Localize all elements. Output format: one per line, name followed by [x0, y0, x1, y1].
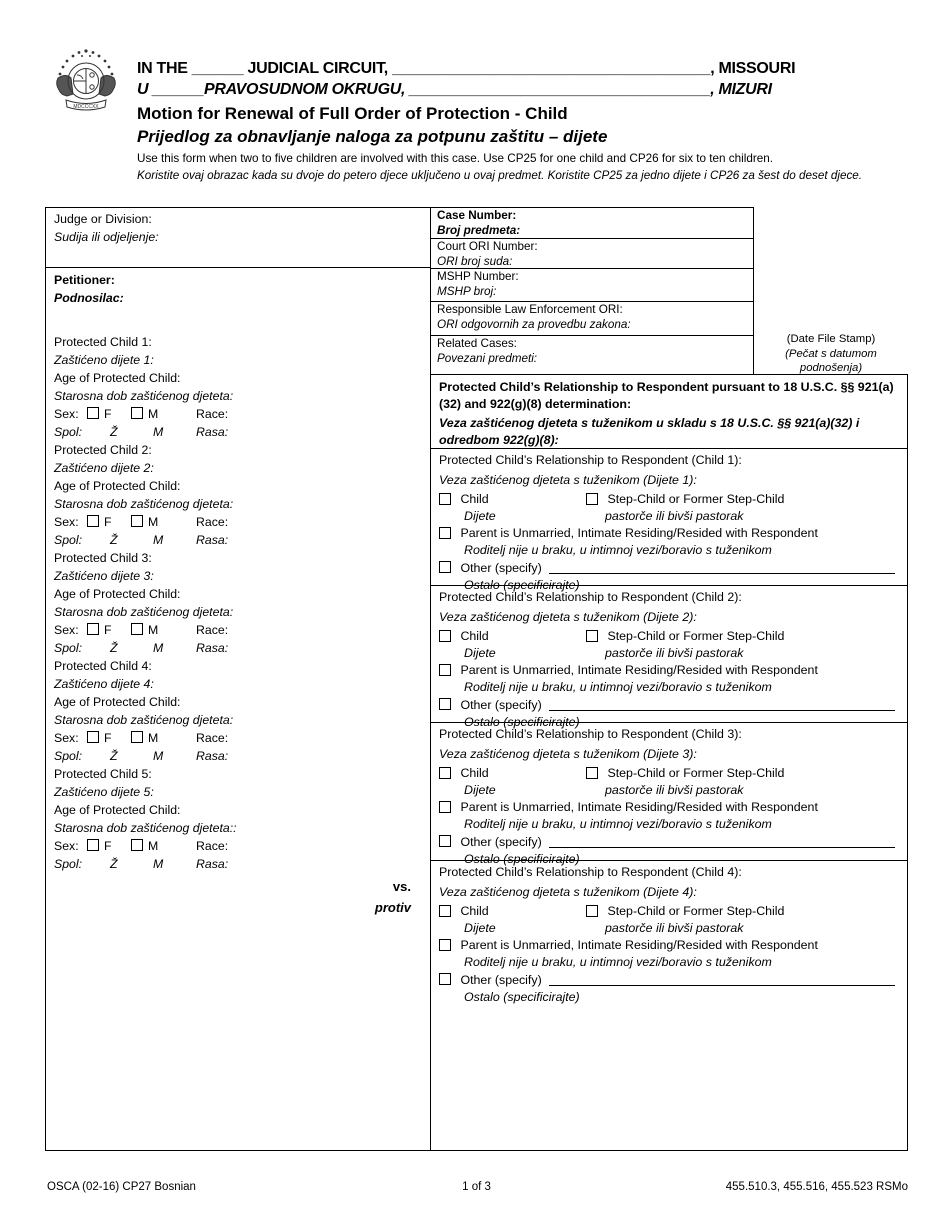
child-age-label-bs: Starosna dob zaštićenog djeteta: [54, 713, 234, 727]
parent-option-checkbox[interactable] [439, 939, 451, 951]
sex-label-en: Sex: [54, 407, 79, 421]
female-label: F [104, 623, 112, 637]
parent-option-checkbox[interactable] [439, 527, 451, 539]
case-info-table [430, 207, 754, 375]
child-3-sex-race-row [54, 621, 422, 639]
petitioner-label-bs: Podnosilac: [54, 291, 124, 305]
sex-female-checkbox[interactable] [87, 407, 99, 419]
case-number-label-bs: Broj predmeta: [437, 223, 521, 237]
stepchild-option-label-bs: pastorče ili bivši pastorak [605, 646, 744, 661]
child-option-checkbox[interactable] [439, 905, 451, 917]
child-option-label-en: Child [460, 492, 489, 507]
race-label-en[interactable]: Race: [196, 407, 229, 421]
relationship-header [431, 375, 907, 449]
protected-child-1-section [54, 333, 422, 441]
child-name-label-en[interactable]: Protected Child 3: [54, 551, 152, 565]
child-option-label-en: Child [460, 629, 489, 644]
rel-title-bs: Veza zaštićenog djeteta s tuženikom (Dijete 3): [439, 747, 697, 762]
stepchild-option-checkbox[interactable] [586, 905, 598, 917]
child-name-label-bs: Zaštićeno dijete 2: [54, 461, 154, 475]
sex-male-checkbox[interactable] [131, 623, 143, 635]
male-label-bs: M [153, 641, 164, 655]
male-label: M [148, 407, 159, 421]
versus-label [301, 876, 411, 918]
child-name-label-en[interactable]: Protected Child 5: [54, 767, 152, 781]
race-label-en[interactable]: Race: [196, 515, 229, 529]
rel-title-en: Protected Child’s Relationship to Respondent (Child 4): [439, 865, 742, 879]
other-option-checkbox[interactable] [439, 561, 451, 573]
parent-option-label-bs: Roditelj nije u braku, u intimnoj vezi/boravio s tuženikom [464, 817, 772, 832]
female-label-bs: Ž [110, 533, 118, 547]
date-file-stamp-area [756, 332, 906, 376]
female-label-bs: Ž [110, 749, 118, 763]
female-label: F [104, 407, 112, 421]
parent-option-label-en: Parent is Unmarried, Intimate Residing/Resided with Respondent [460, 526, 818, 541]
child-option-checkbox[interactable] [439, 767, 451, 779]
sex-label-bs: Spol: [54, 425, 83, 439]
stepchild-option-label-en: Step-Child or Former Step-Child [607, 629, 785, 644]
footer-statute-reference: 455.510.3, 455.516, 455.523 RSMo [725, 1181, 908, 1193]
sex-label-bs: Spol: [54, 749, 83, 763]
child-name-label-en[interactable]: Protected Child 2: [54, 443, 152, 457]
female-label-bs: Ž [110, 857, 118, 871]
race-label-bs: Rasa: [196, 533, 229, 547]
related-cases-label-en: Related Cases: [437, 337, 517, 350]
male-label-bs: M [153, 857, 164, 871]
relationship-determination-box [430, 374, 908, 1151]
child-5-sex-race-row [54, 837, 422, 855]
child-4-sex-race-row [54, 729, 422, 747]
child-age-label-en[interactable]: Age of Protected Child: [54, 479, 181, 493]
form-header [137, 58, 909, 184]
child-option-label-bs: Dijete [464, 921, 496, 936]
parent-option-label-en: Parent is Unmarried, Intimate Residing/Resided with Respondent [460, 800, 818, 815]
parent-option-label-en: Parent is Unmarried, Intimate Residing/Resided with Respondent [460, 938, 818, 953]
child-option-label-en: Child [460, 766, 489, 781]
other-option-checkbox[interactable] [439, 835, 451, 847]
form-title-bs: Prijedlog za obnavljanje naloga za potpunu zaštitu – dijete [137, 127, 608, 146]
sex-label-en: Sex: [54, 515, 79, 529]
child-option-checkbox[interactable] [439, 630, 451, 642]
race-label-bs: Rasa: [196, 749, 229, 763]
race-label-en[interactable]: Race: [196, 839, 229, 853]
parent-option-checkbox[interactable] [439, 801, 451, 813]
other-option-checkbox[interactable] [439, 698, 451, 710]
sex-label-bs: Spol: [54, 533, 83, 547]
child-option-label-bs: Dijete [464, 783, 496, 798]
rel-title-bs: Veza zaštićenog djeteta s tuženikom (Dijete 2): [439, 610, 697, 625]
court-ori-field[interactable] [431, 239, 753, 269]
sex-label-en: Sex: [54, 839, 79, 853]
sex-label-bs: Spol: [54, 857, 83, 871]
stepchild-option-label-bs: pastorče ili bivši pastorak [605, 509, 744, 524]
sex-female-checkbox[interactable] [87, 515, 99, 527]
male-label: M [148, 731, 159, 745]
other-specify-blank[interactable] [549, 834, 895, 848]
other-specify-blank[interactable] [549, 972, 895, 986]
vs-bs: protiv [374, 900, 411, 915]
sex-male-checkbox[interactable] [131, 407, 143, 419]
child-age-label-en[interactable]: Age of Protected Child: [54, 803, 181, 817]
relationship-header-en: Protected Child’s Relationship to Respondent pursuant to 18 U.S.C. §§ 921(a)(32) and 922(g)(8) determination: [439, 380, 894, 411]
race-label-en[interactable]: Race: [196, 623, 229, 637]
missouri-state-seal-icon [52, 44, 120, 114]
child-option-checkbox[interactable] [439, 493, 451, 505]
child-name-label-bs: Zaštićeno dijete 4: [54, 677, 154, 691]
race-label-bs: Rasa: [196, 425, 229, 439]
sex-label-bs: Spol: [54, 641, 83, 655]
rel-title-bs: Veza zaštićenog djeteta s tuženikom (Dijete 4): [439, 885, 697, 900]
race-label-en[interactable]: Race: [196, 731, 229, 745]
footer-form-id: OSCA (02-16) CP27 Bosnian [47, 1181, 196, 1193]
female-label: F [104, 839, 112, 853]
stepchild-option-checkbox[interactable] [586, 630, 598, 642]
form-instructions-en: Use this form when two to five children are involved with this case. Use CP25 for one child and CP26 for six to ten children. [137, 152, 773, 165]
other-specify-blank[interactable] [549, 560, 895, 574]
case-number-label-en: Case Number: [437, 209, 517, 222]
female-label: F [104, 515, 112, 529]
rel-title-bs: Veza zaštićenog djeteta s tuženikom (Dijete 1): [439, 473, 697, 488]
mshp-number-field[interactable] [431, 269, 753, 302]
child-age-label-bs: Starosna dob zaštićenog djeteta:: [54, 821, 237, 835]
parent-option-label-en: Parent is Unmarried, Intimate Residing/Resided with Respondent [460, 663, 818, 678]
other-specify-blank[interactable] [549, 697, 895, 711]
female-label-bs: Ž [110, 641, 118, 655]
parent-option-label-bs: Roditelj nije u braku, u intimnoj vezi/boravio s tuženikom [464, 955, 772, 970]
parties-column [45, 207, 431, 1151]
child-name-label-bs: Zaštićeno dijete 5: [54, 785, 154, 799]
other-option-label-bs: Ostalo (specificirajte) [464, 851, 580, 866]
other-option-label-en: Other (specify) [460, 972, 542, 987]
other-option-label-bs: Ostalo (specificirajte) [464, 577, 580, 592]
sex-male-checkbox[interactable] [131, 731, 143, 743]
stepchild-option-label-en: Step-Child or Former Step-Child [607, 904, 785, 919]
child-name-label-bs: Zaštićeno dijete 3: [54, 569, 154, 583]
date-stamp-line-bs-2: podnošenja) [799, 362, 863, 374]
footer-page-number: 1 of 3 [462, 1181, 491, 1193]
circuit-line-bs: U ______PRAVOSUDNOM OKRUGU, ___________________________________, MIZURI [137, 81, 772, 98]
child-age-label-en[interactable]: Age of Protected Child: [54, 587, 181, 601]
parent-option-checkbox[interactable] [439, 664, 451, 676]
male-label: M [148, 623, 159, 637]
child-age-label-en[interactable]: Age of Protected Child: [54, 371, 181, 385]
rel-title-en: Protected Child’s Relationship to Respondent (Child 1): [439, 453, 742, 467]
other-option-checkbox[interactable] [439, 973, 451, 985]
child-1-sex-race-row-bs [54, 423, 422, 441]
child-age-label-en[interactable]: Age of Protected Child: [54, 695, 181, 709]
sex-male-checkbox[interactable] [131, 515, 143, 527]
male-label-bs: M [153, 425, 164, 439]
form-instructions-bs: Koristite ovaj obrazac kada su dvoje do petero djece uključeno u ovaj predmet. Koristite CP25 za jedno dijete i CP26 za šest do deset djece. [137, 168, 863, 182]
sex-female-checkbox[interactable] [87, 839, 99, 851]
female-label-bs: Ž [110, 425, 118, 439]
related-cases-label-bs: Povezani predmeti: [437, 351, 538, 365]
sex-female-checkbox[interactable] [87, 623, 99, 635]
relationship-header-bs: Veza zaštićenog djeteta s tuženikom u skladu s 18 U.S.C. §§ 921(a)(32) i odredbom 922(g)(8): [439, 416, 860, 447]
child-option-label-en: Child [460, 904, 489, 919]
seal-motto-text: MDCCCXX [73, 104, 99, 110]
child-age-label-bs: Starosna dob zaštićenog djeteta: [54, 497, 234, 511]
circuit-line-en: IN THE ______ JUDICIAL CIRCUIT, _____________________________________, MISSOURI [137, 60, 796, 77]
stepchild-option-label-en: Step-Child or Former Step-Child [607, 492, 785, 507]
race-label-bs: Rasa: [196, 857, 229, 871]
sex-male-checkbox[interactable] [131, 839, 143, 851]
child-age-label-bs: Starosna dob zaštićenog djeteta: [54, 389, 234, 403]
stepchild-option-checkbox[interactable] [586, 767, 598, 779]
other-option-label-en: Other (specify) [460, 560, 542, 575]
child-name-label-en[interactable]: Protected Child 1: [54, 335, 152, 349]
child-name-label-bs: Zaštićeno dijete 1: [54, 353, 154, 367]
sex-label-en: Sex: [54, 623, 79, 637]
stepchild-option-label-bs: pastorče ili bivši pastorak [605, 921, 744, 936]
relationship-block-child-3 [431, 723, 907, 866]
petitioner-field[interactable] [54, 271, 422, 307]
protected-child-2-section [54, 441, 422, 549]
stepchild-option-checkbox[interactable] [586, 493, 598, 505]
date-stamp-line-bs-1: (Pečat s datumom [785, 347, 877, 360]
related-cases-field[interactable] [431, 336, 753, 374]
petitioner-label-en: Petitioner: [54, 273, 115, 287]
child-5-sex-race-row-bs [54, 855, 422, 873]
law-enforcement-ori-field[interactable] [431, 302, 753, 336]
child-1-sex-race-row [54, 405, 422, 423]
female-label: F [104, 731, 112, 745]
male-label: M [148, 839, 159, 853]
parent-option-label-bs: Roditelj nije u braku, u intimnoj vezi/boravio s tuženikom [464, 680, 772, 695]
male-label: M [148, 515, 159, 529]
child-age-label-bs: Starosna dob zaštićenog djeteta: [54, 605, 234, 619]
court-ori-label-en: Court ORI Number: [437, 240, 538, 253]
court-ori-label-bs: ORI broj suda: [437, 254, 513, 268]
relationship-block-child-1 [431, 449, 907, 592]
judge-label-en: Judge or Division: [54, 212, 152, 226]
stepchild-option-label-en: Step-Child or Former Step-Child [607, 766, 785, 781]
case-number-field[interactable] [431, 208, 753, 239]
relationship-block-child-4 [431, 861, 907, 1006]
other-option-label-en: Other (specify) [460, 834, 542, 849]
other-option-label-en: Other (specify) [460, 697, 542, 712]
child-4-sex-race-row-bs [54, 747, 422, 765]
male-label-bs: M [153, 749, 164, 763]
date-stamp-line-en: (Date File Stamp) [786, 333, 876, 345]
mshp-label-bs: MSHP broj: [437, 284, 497, 298]
child-option-label-bs: Dijete [464, 509, 496, 524]
stepchild-option-label-bs: pastorče ili bivši pastorak [605, 783, 744, 798]
other-option-label-bs: Ostalo (specificirajte) [464, 989, 580, 1004]
judge-or-division-field[interactable] [46, 208, 430, 268]
male-label-bs: M [153, 533, 164, 547]
rel-title-en: Protected Child’s Relationship to Respondent (Child 3): [439, 727, 742, 741]
law-ori-label-bs: ORI odgovornih za provedbu zakona: [437, 317, 631, 331]
form-title-en: Motion for Renewal of Full Order of Protection - Child [137, 104, 568, 123]
child-3-sex-race-row-bs [54, 639, 422, 657]
sex-label-en: Sex: [54, 731, 79, 745]
relationship-block-child-2 [431, 586, 907, 729]
other-option-label-bs: Ostalo (specificirajte) [464, 714, 580, 729]
parent-option-label-bs: Roditelj nije u braku, u intimnoj vezi/boravio s tuženikom [464, 543, 772, 558]
rel-title-en: Protected Child’s Relationship to Respondent (Child 2): [439, 590, 742, 604]
child-2-sex-race-row [54, 513, 422, 531]
protected-child-3-section [54, 549, 422, 657]
child-option-label-bs: Dijete [464, 646, 496, 661]
vs-en: vs. [392, 879, 411, 894]
judge-label-bs: Sudija ili odjeljenje: [54, 230, 159, 244]
race-label-bs: Rasa: [196, 641, 229, 655]
child-2-sex-race-row-bs [54, 531, 422, 549]
child-name-label-en[interactable]: Protected Child 4: [54, 659, 152, 673]
law-ori-label-en: Responsible Law Enforcement ORI: [437, 303, 623, 316]
protected-child-4-section [54, 657, 422, 765]
mshp-label-en: MSHP Number: [437, 270, 519, 283]
sex-female-checkbox[interactable] [87, 731, 99, 743]
protected-child-5-section [54, 765, 422, 873]
